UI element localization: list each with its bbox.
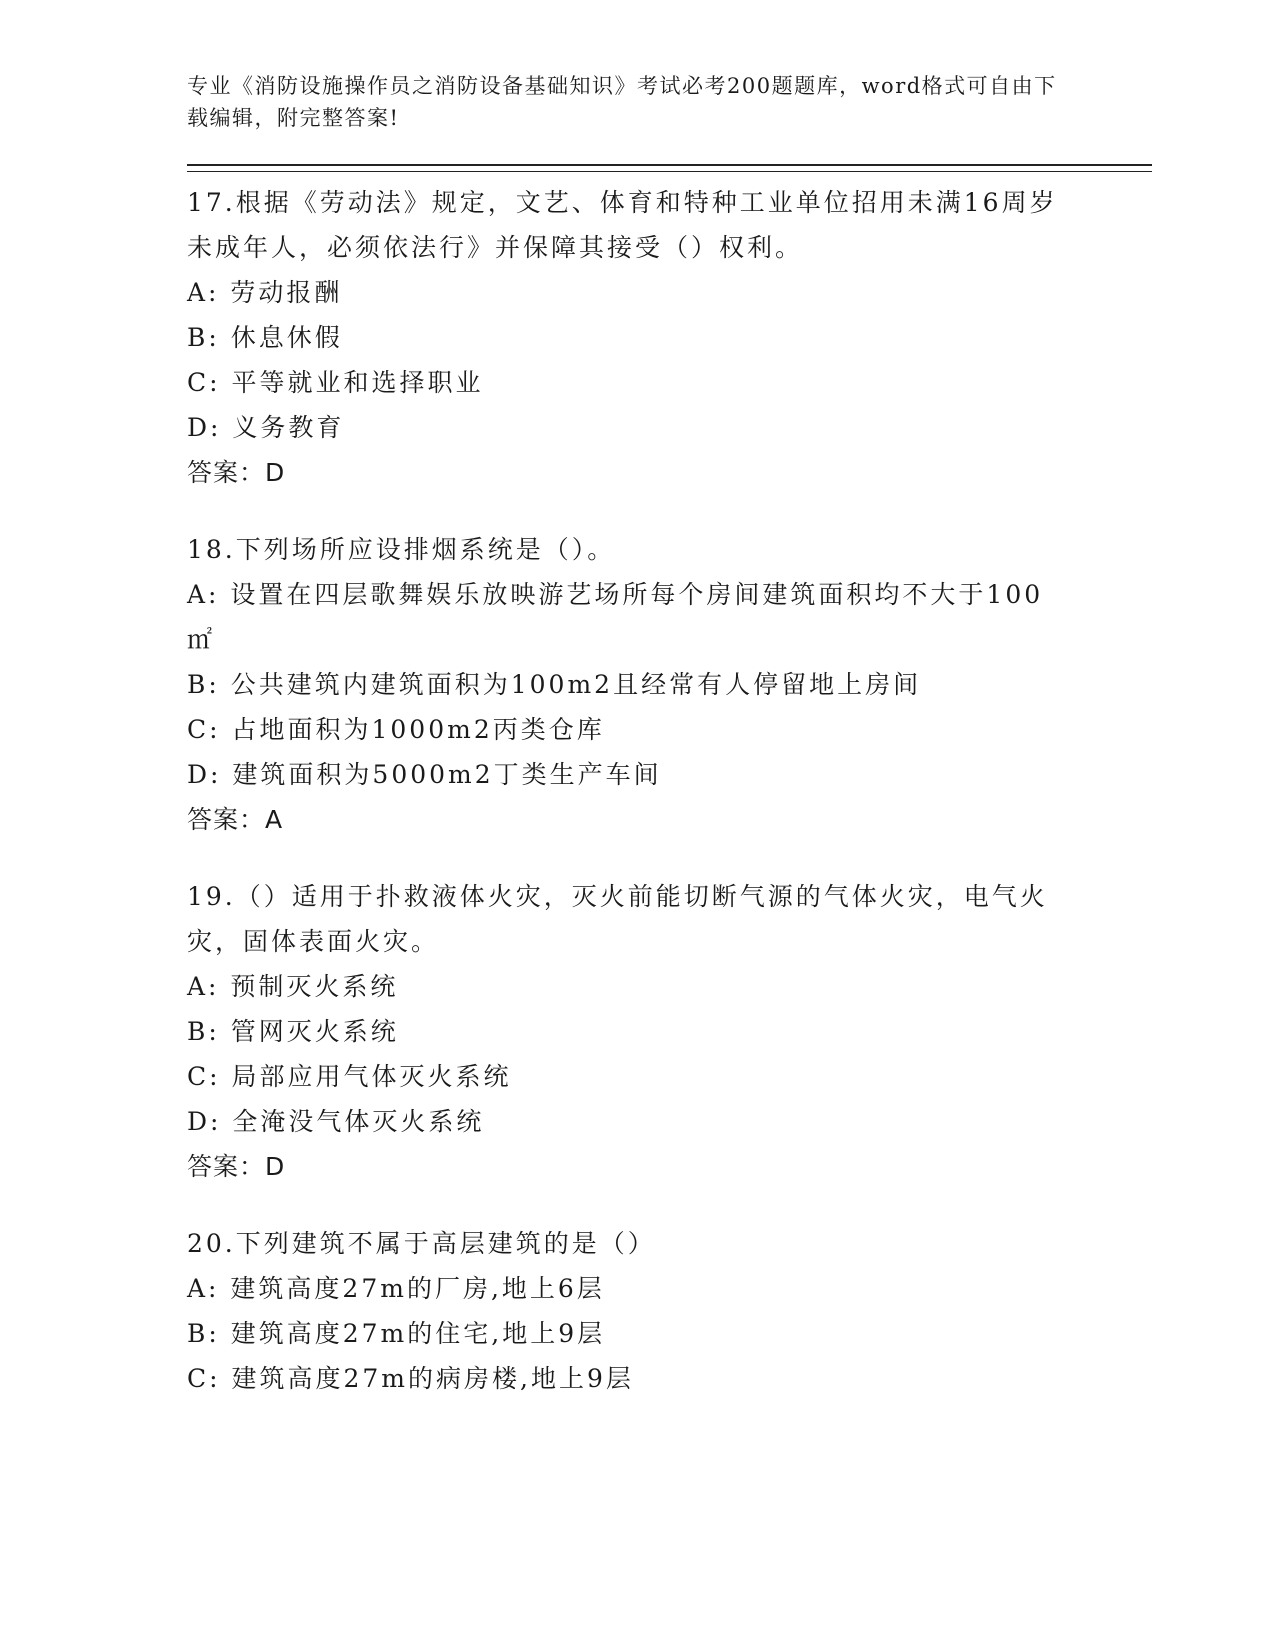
option-d: D: 全淹没气体灭火系统	[187, 1107, 485, 1136]
answer-line: 答案：A	[187, 805, 284, 834]
option-c: C: 局部应用气体灭火系统	[187, 1062, 512, 1091]
option-b: B: 管网灭火系统	[187, 1017, 399, 1046]
question-text: 17.根据《劳动法》规定，文艺、体育和特种工业单位招用未满16周岁未成年人，必须依法行》并保障其接受（）权利。	[187, 188, 1058, 262]
question-text: 19.（）适用于扑救液体火灾，灭火前能切断气源的气体火灾，电气火灾，固体表面火灾。	[187, 882, 1048, 956]
answer-line: 答案：D	[187, 1152, 286, 1181]
option-a: A: 建筑高度27m的厂房,地上6层	[187, 1274, 605, 1303]
header-divider	[187, 164, 1152, 172]
answer-line: 答案：D	[187, 458, 286, 487]
question-text: 18.下列场所应设排烟系统是（）。	[187, 535, 616, 564]
option-b: B: 休息休假	[187, 323, 343, 352]
option-a: A: 设置在四层歌舞娱乐放映游艺场所每个房间建筑面积均不大于100㎡	[187, 580, 1044, 654]
question-item	[187, 527, 1152, 842]
question-item	[187, 1221, 1152, 1401]
document-header: 专业《消防设施操作员之消防设备基础知识》考试必考200题题库，word格式可自由下载编辑，附完整答案!	[187, 74, 1057, 130]
option-b: B: 公共建筑内建筑面积为100m2且经常有人停留地上房间	[187, 670, 922, 699]
option-d: D: 建筑面积为5000m2丁类生产车间	[187, 760, 662, 789]
option-a: A: 预制灭火系统	[187, 972, 399, 1001]
option-c: C: 平等就业和选择职业	[187, 368, 484, 397]
question-list	[187, 180, 1152, 1401]
option-a: A: 劳动报酬	[187, 278, 343, 307]
option-d: D: 义务教育	[187, 413, 345, 442]
option-c: C: 建筑高度27m的病房楼,地上9层	[187, 1364, 634, 1393]
document-page	[187, 70, 1152, 1433]
question-text: 20.下列建筑不属于高层建筑的是（）	[187, 1229, 656, 1258]
question-item	[187, 874, 1152, 1189]
option-c: C: 占地面积为1000m2丙类仓库	[187, 715, 605, 744]
question-item	[187, 180, 1152, 495]
option-b: B: 建筑高度27m的住宅,地上9层	[187, 1319, 606, 1348]
